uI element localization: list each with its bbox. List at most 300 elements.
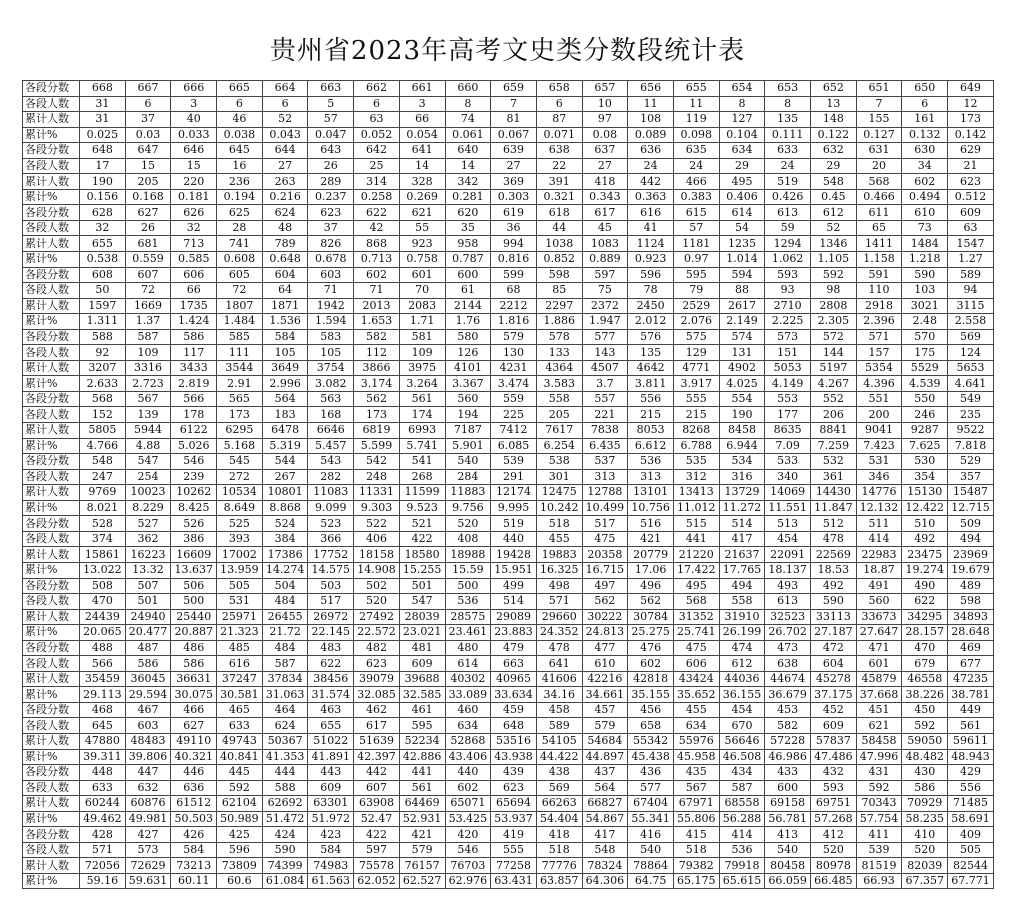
- table-cell: 596: [628, 267, 674, 283]
- table-cell: 0.098: [673, 127, 719, 143]
- table-cell: 87: [536, 112, 582, 128]
- row-label: 累计%: [23, 687, 80, 703]
- table-cell: 79918: [719, 858, 765, 874]
- table-cell: 6.788: [673, 438, 719, 454]
- table-cell: 13.637: [171, 562, 217, 578]
- table-cell: 8.021: [80, 500, 126, 516]
- table-cell: 7: [491, 96, 537, 112]
- table-cell: 500: [171, 594, 217, 610]
- table-cell: 0.494: [902, 189, 948, 205]
- table-cell: 578: [536, 329, 582, 345]
- table-cell: 0.258: [354, 189, 400, 205]
- table-cell: 501: [399, 578, 445, 594]
- table-cell: 411: [856, 827, 902, 843]
- table-cell: 4.641: [948, 376, 994, 392]
- table-cell: 70929: [902, 796, 948, 812]
- row-label: 累计人数: [23, 858, 80, 874]
- table-cell: 826: [308, 236, 354, 252]
- table-cell: 55: [399, 220, 445, 236]
- table-cell: 590: [902, 267, 948, 283]
- table-cell: 24: [673, 158, 719, 174]
- table-cell: 109: [399, 345, 445, 361]
- score-row: [23, 205, 994, 221]
- table-cell: 12475: [536, 485, 582, 501]
- table-cell: 614: [719, 205, 765, 221]
- table-cell: 868: [354, 236, 400, 252]
- score-row: [23, 640, 994, 656]
- score-row: [23, 827, 994, 843]
- cumulative-row: [23, 858, 994, 874]
- table-cell: 5053: [765, 360, 811, 376]
- table-cell: 342: [445, 174, 491, 190]
- table-cell: 49743: [217, 733, 263, 749]
- table-cell: 610: [582, 656, 628, 672]
- table-cell: 41: [628, 220, 674, 236]
- table-cell: 418: [536, 827, 582, 843]
- table-cell: 474: [719, 640, 765, 656]
- table-cell: 52: [811, 220, 857, 236]
- table-cell: 46.508: [719, 749, 765, 765]
- table-cell: 105: [308, 345, 354, 361]
- table-cell: 614: [445, 656, 491, 672]
- table-cell: 42.886: [399, 749, 445, 765]
- table-cell: 92: [80, 345, 126, 361]
- table-cell: 48.482: [902, 749, 948, 765]
- table-cell: 536: [445, 594, 491, 610]
- table-cell: 28.648: [948, 625, 994, 641]
- table-cell: 640: [445, 143, 491, 159]
- table-cell: 129: [673, 345, 719, 361]
- table-cell: 235: [948, 407, 994, 423]
- table-cell: 34893: [948, 609, 994, 625]
- table-cell: 55.806: [673, 811, 719, 827]
- table-cell: 1.062: [765, 252, 811, 268]
- table-cell: 47.996: [856, 749, 902, 765]
- table-cell: 472: [811, 640, 857, 656]
- score-row: [23, 329, 994, 345]
- table-cell: 0.585: [171, 252, 217, 268]
- table-cell: 577: [628, 780, 674, 796]
- table-cell: 25971: [217, 609, 263, 625]
- table-cell: 23475: [902, 547, 948, 563]
- table-cell: 629: [948, 143, 994, 159]
- table-cell: 19883: [536, 547, 582, 563]
- table-cell: 464: [262, 702, 308, 718]
- table-cell: 42.397: [354, 749, 400, 765]
- table-cell: 25.741: [673, 625, 719, 641]
- row-label: 各段分数: [23, 81, 80, 97]
- table-cell: 31352: [673, 609, 719, 625]
- table-cell: 44.897: [582, 749, 628, 765]
- table-cell: 7.818: [948, 438, 994, 454]
- table-cell: 543: [308, 454, 354, 470]
- table-cell: 495: [719, 174, 765, 190]
- table-cell: 555: [491, 842, 537, 858]
- score-table-container: [22, 80, 994, 889]
- table-cell: 467: [125, 702, 171, 718]
- table-cell: 37834: [262, 671, 308, 687]
- table-cell: 547: [399, 594, 445, 610]
- row-label: 累计%: [23, 127, 80, 143]
- table-cell: 27.187: [811, 625, 857, 641]
- table-cell: 518: [536, 842, 582, 858]
- table-cell: 2.012: [628, 314, 674, 330]
- table-cell: 958: [445, 236, 491, 252]
- table-cell: 582: [765, 718, 811, 734]
- table-cell: 29660: [536, 609, 582, 625]
- table-cell: 63: [354, 112, 400, 128]
- table-cell: 0.608: [217, 252, 263, 268]
- table-cell: 15.59: [445, 562, 491, 578]
- table-cell: 484: [262, 594, 308, 610]
- table-cell: 62.976: [445, 873, 491, 889]
- table-cell: 50.989: [217, 811, 263, 827]
- table-cell: 12.715: [948, 500, 994, 516]
- table-cell: 453: [765, 702, 811, 718]
- table-cell: 27: [582, 158, 628, 174]
- table-cell: 81: [491, 112, 537, 128]
- table-cell: 482: [354, 640, 400, 656]
- cumulative-row: [23, 360, 994, 376]
- table-cell: 1346: [811, 236, 857, 252]
- percent-row: [23, 314, 994, 330]
- table-cell: 5944: [125, 423, 171, 439]
- table-cell: 112: [354, 345, 400, 361]
- table-cell: 75578: [354, 858, 400, 874]
- table-cell: 575: [673, 329, 719, 345]
- table-cell: 573: [125, 842, 171, 858]
- table-cell: 130: [491, 345, 537, 361]
- table-cell: 582: [354, 329, 400, 345]
- table-cell: 57.268: [811, 811, 857, 827]
- table-cell: 536: [628, 454, 674, 470]
- row-label: 各段分数: [23, 267, 80, 283]
- table-cell: 463: [308, 702, 354, 718]
- table-cell: 549: [948, 391, 994, 407]
- table-cell: 13729: [719, 485, 765, 501]
- table-cell: 3433: [171, 360, 217, 376]
- table-cell: 1038: [536, 236, 582, 252]
- table-cell: 0.383: [673, 189, 719, 205]
- row-label: 累计人数: [23, 174, 80, 190]
- table-cell: 636: [628, 143, 674, 159]
- table-cell: 483: [308, 640, 354, 656]
- table-cell: 313: [628, 469, 674, 485]
- table-cell: 598: [948, 594, 994, 610]
- table-cell: 638: [765, 656, 811, 672]
- table-cell: 1.71: [399, 314, 445, 330]
- table-cell: 639: [491, 143, 537, 159]
- table-cell: 51639: [354, 733, 400, 749]
- row-label: 各段人数: [23, 96, 80, 112]
- table-cell: 428: [80, 827, 126, 843]
- table-cell: 481: [399, 640, 445, 656]
- table-cell: 8.649: [217, 500, 263, 516]
- table-cell: 519: [491, 516, 537, 532]
- table-cell: 31910: [719, 609, 765, 625]
- table-cell: 622: [308, 656, 354, 672]
- table-cell: 0.043: [262, 127, 308, 143]
- table-cell: 65694: [491, 796, 537, 812]
- row-label: 各段分数: [23, 702, 80, 718]
- table-cell: 505: [217, 578, 263, 594]
- table-cell: 494: [948, 531, 994, 547]
- table-cell: 26455: [262, 609, 308, 625]
- cumulative-row: [23, 112, 994, 128]
- table-cell: 314: [354, 174, 400, 190]
- table-cell: 63301: [308, 796, 354, 812]
- table-cell: 596: [217, 842, 263, 858]
- table-cell: 632: [125, 780, 171, 796]
- table-cell: 634: [719, 143, 765, 159]
- table-cell: 664: [262, 81, 308, 97]
- table-cell: 0.713: [354, 252, 400, 268]
- table-cell: 23969: [948, 547, 994, 563]
- table-cell: 0.132: [902, 127, 948, 143]
- table-cell: 564: [262, 391, 308, 407]
- table-cell: 587: [125, 329, 171, 345]
- table-cell: 144: [811, 345, 857, 361]
- table-cell: 1.484: [217, 314, 263, 330]
- table-cell: 603: [125, 718, 171, 734]
- table-cell: 488: [80, 640, 126, 656]
- table-cell: 595: [673, 267, 719, 283]
- table-cell: 13413: [673, 485, 719, 501]
- table-cell: 94: [948, 283, 994, 299]
- table-cell: 520: [445, 516, 491, 532]
- table-cell: 35: [445, 220, 491, 236]
- table-cell: 21637: [719, 547, 765, 563]
- table-cell: 9287: [902, 423, 948, 439]
- table-cell: 40: [171, 112, 217, 128]
- table-cell: 3.917: [673, 376, 719, 392]
- table-cell: 3.367: [445, 376, 491, 392]
- table-cell: 1807: [217, 298, 263, 314]
- table-cell: 105: [262, 345, 308, 361]
- table-cell: 0.047: [308, 127, 354, 143]
- row-label: 累计%: [23, 252, 80, 268]
- table-cell: 408: [445, 531, 491, 547]
- table-cell: 617: [354, 718, 400, 734]
- table-cell: 580: [445, 329, 491, 345]
- table-cell: 603: [308, 267, 354, 283]
- table-cell: 591: [856, 267, 902, 283]
- table-cell: 63.431: [491, 873, 537, 889]
- table-cell: 1.37: [125, 314, 171, 330]
- table-cell: 54684: [582, 733, 628, 749]
- cumulative-row: [23, 174, 994, 190]
- table-cell: 1235: [719, 236, 765, 252]
- table-cell: 16.715: [582, 562, 628, 578]
- row-label: 累计人数: [23, 609, 80, 625]
- table-cell: 73213: [171, 858, 217, 874]
- table-cell: 53.937: [491, 811, 537, 827]
- row-label: 累计人数: [23, 112, 80, 128]
- row-label: 累计%: [23, 562, 80, 578]
- table-cell: 72: [125, 283, 171, 299]
- table-cell: 568: [673, 594, 719, 610]
- table-cell: 15487: [948, 485, 994, 501]
- table-cell: 282: [308, 469, 354, 485]
- table-cell: 31.063: [262, 687, 308, 703]
- table-cell: 346: [856, 469, 902, 485]
- table-cell: 613: [765, 205, 811, 221]
- table-cell: 532: [811, 454, 857, 470]
- table-cell: 384: [262, 531, 308, 547]
- table-cell: 7.625: [902, 438, 948, 454]
- table-cell: 457: [582, 702, 628, 718]
- table-cell: 487: [125, 640, 171, 656]
- table-cell: 65.615: [719, 873, 765, 889]
- table-cell: 2212: [491, 298, 537, 314]
- table-cell: 6819: [354, 423, 400, 439]
- table-cell: 88: [719, 283, 765, 299]
- row-label: 各段分数: [23, 516, 80, 532]
- table-cell: 64469: [399, 796, 445, 812]
- table-cell: 465: [217, 702, 263, 718]
- table-cell: 1294: [765, 236, 811, 252]
- table-cell: 6: [125, 96, 171, 112]
- table-cell: 31: [80, 112, 126, 128]
- table-cell: 496: [628, 578, 674, 594]
- table-cell: 54: [719, 220, 765, 236]
- table-cell: 36: [491, 220, 537, 236]
- table-cell: 1.886: [536, 314, 582, 330]
- table-cell: 441: [399, 765, 445, 781]
- row-label: 各段人数: [23, 780, 80, 796]
- table-cell: 593: [811, 780, 857, 796]
- table-cell: 554: [719, 391, 765, 407]
- table-cell: 466: [673, 174, 719, 190]
- table-cell: 54105: [536, 733, 582, 749]
- table-cell: 1.311: [80, 314, 126, 330]
- table-cell: 633: [765, 143, 811, 159]
- table-cell: 573: [765, 329, 811, 345]
- table-cell: 15.255: [399, 562, 445, 578]
- table-cell: 254: [125, 469, 171, 485]
- table-cell: 415: [673, 827, 719, 843]
- table-cell: 29.113: [80, 687, 126, 703]
- table-cell: 0.067: [491, 127, 537, 143]
- table-cell: 583: [308, 329, 354, 345]
- table-cell: 59050: [902, 733, 948, 749]
- table-cell: 604: [811, 656, 857, 672]
- table-cell: 13101: [628, 485, 674, 501]
- table-cell: 11883: [445, 485, 491, 501]
- table-cell: 565: [217, 391, 263, 407]
- table-cell: 567: [125, 391, 171, 407]
- table-cell: 665: [217, 81, 263, 97]
- table-cell: 33113: [811, 609, 857, 625]
- row-label: 累计%: [23, 438, 80, 454]
- table-cell: 651: [856, 81, 902, 97]
- table-cell: 562: [582, 594, 628, 610]
- table-cell: 561: [399, 391, 445, 407]
- table-cell: 0.168: [125, 189, 171, 205]
- table-cell: 568: [856, 174, 902, 190]
- table-cell: 429: [948, 765, 994, 781]
- table-cell: 40302: [445, 671, 491, 687]
- table-cell: 623: [491, 780, 537, 796]
- row-label: 各段分数: [23, 329, 80, 345]
- row-label: 各段分数: [23, 454, 80, 470]
- table-cell: 631: [856, 143, 902, 159]
- table-cell: 51.972: [308, 811, 354, 827]
- table-cell: 517: [308, 594, 354, 610]
- table-cell: 57: [308, 112, 354, 128]
- page-title: 贵州省2023年高考文史类分数段统计表: [269, 36, 746, 66]
- table-cell: 597: [354, 842, 400, 858]
- table-cell: 50.503: [171, 811, 217, 827]
- table-cell: 20.887: [171, 625, 217, 641]
- table-cell: 27: [262, 158, 308, 174]
- table-cell: 22.145: [308, 625, 354, 641]
- table-cell: 422: [399, 531, 445, 547]
- table-cell: 11599: [399, 485, 445, 501]
- table-cell: 663: [491, 656, 537, 672]
- table-cell: 72: [217, 283, 263, 299]
- table-cell: 492: [902, 531, 948, 547]
- table-cell: 50: [80, 283, 126, 299]
- table-cell: 28039: [399, 609, 445, 625]
- table-cell: 69158: [765, 796, 811, 812]
- table-cell: 0.104: [719, 127, 765, 143]
- table-cell: 14776: [856, 485, 902, 501]
- table-cell: 8268: [673, 423, 719, 439]
- table-cell: 504: [262, 578, 308, 594]
- table-cell: 444: [262, 765, 308, 781]
- table-cell: 109: [125, 345, 171, 361]
- table-cell: 374: [80, 531, 126, 547]
- cumulative-row: [23, 609, 994, 625]
- table-cell: 539: [856, 842, 902, 858]
- table-cell: 609: [948, 205, 994, 221]
- table-cell: 7.259: [811, 438, 857, 454]
- table-cell: 5.168: [217, 438, 263, 454]
- table-cell: 589: [948, 267, 994, 283]
- table-cell: 10.242: [536, 500, 582, 516]
- table-cell: 6: [262, 96, 308, 112]
- table-cell: 421: [399, 827, 445, 843]
- table-cell: 369: [491, 174, 537, 190]
- table-cell: 566: [171, 391, 217, 407]
- table-cell: 32.085: [354, 687, 400, 703]
- table-cell: 1.76: [445, 314, 491, 330]
- table-cell: 646: [171, 143, 217, 159]
- table-cell: 587: [262, 656, 308, 672]
- table-cell: 410: [902, 827, 948, 843]
- table-cell: 59611: [948, 733, 994, 749]
- table-cell: 43424: [673, 671, 719, 687]
- table-cell: 492: [811, 578, 857, 594]
- table-cell: 40965: [491, 671, 537, 687]
- table-cell: 520: [811, 842, 857, 858]
- table-cell: 76157: [399, 858, 445, 874]
- table-cell: 498: [536, 578, 582, 594]
- table-cell: 741: [217, 236, 263, 252]
- table-cell: 455: [673, 702, 719, 718]
- table-cell: 653: [765, 81, 811, 97]
- table-cell: 427: [125, 827, 171, 843]
- table-cell: 316: [719, 469, 765, 485]
- table-cell: 623: [308, 205, 354, 221]
- table-cell: 4.539: [902, 376, 948, 392]
- table-cell: 528: [80, 516, 126, 532]
- table-cell: 666: [171, 81, 217, 97]
- cumulative-row: [23, 547, 994, 563]
- table-cell: 78: [628, 283, 674, 299]
- table-cell: 5.741: [399, 438, 445, 454]
